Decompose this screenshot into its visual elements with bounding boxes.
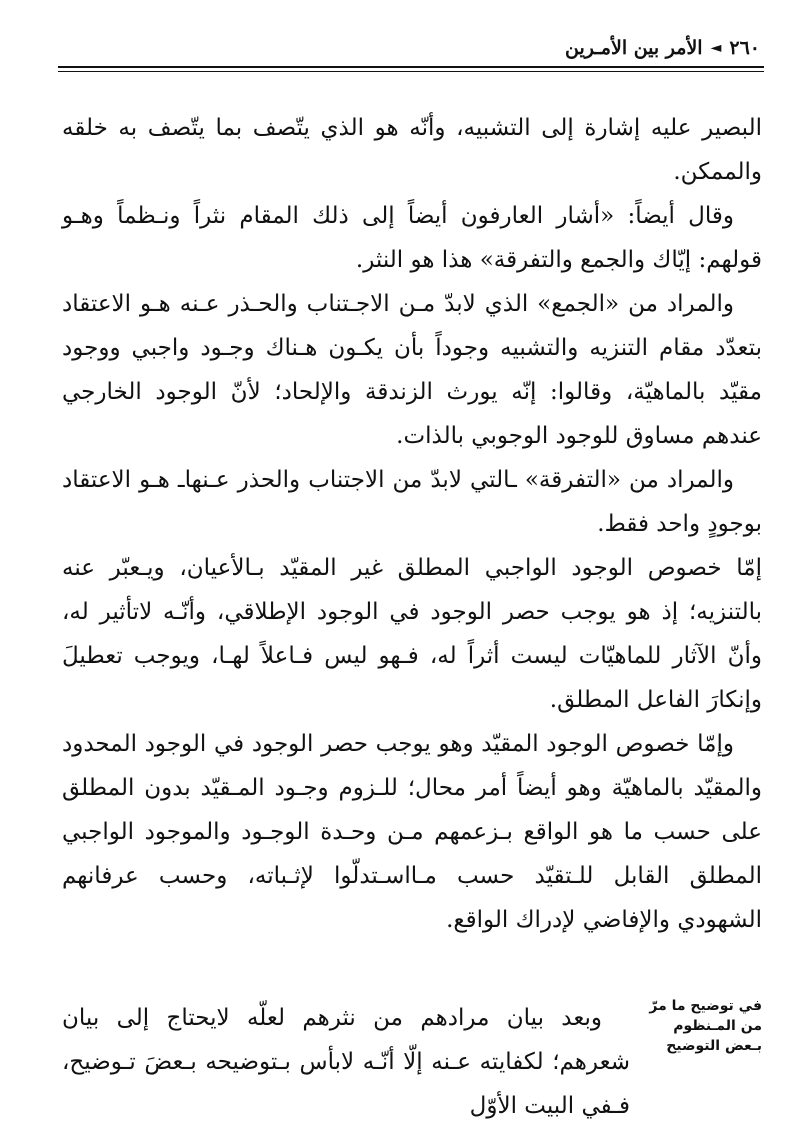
page-number: ٢٦٠ bbox=[729, 37, 760, 59]
header-rule-thin bbox=[58, 71, 764, 72]
paragraph-5: إمّا خصوص الوجود الواجبي المطلق غير المقيّد بـالأعيان، ويـعبّر عنه بالتنزيه؛ إذ هو يوجب حصر الوجود في الوجود الإطلاقي، وأنّـه لاتأثير له، وأنّ الآثار للماهيّات ليست أثراً له، فـهو ليس فـاعلاً لهـا، ويوجب تعطيلَ وإنكارَ الفاعل المطلق. bbox=[62, 555, 762, 713]
body-text bbox=[62, 106, 762, 942]
paragraph-1: البصير عليه إشارة إلى التشبيه، وأنّه هو الذي يتّصف بما يتّصف به خلقه والممكن. bbox=[62, 115, 762, 185]
paragraph-7: وبعد بيان مرادهم من نثرهم لعلّه لايحتاج إلى بيان شعرهم؛ لكفايته عـنه إلّا أنّـه لابأس بـتوضيحه بـعضَ تـوضيح، فـفي البيت الأوّل bbox=[62, 1005, 630, 1119]
page-header bbox=[60, 34, 760, 62]
paragraph-6: وإمّا خصوص الوجود المقيّد وهو يوجب حصر الوجود في الوجود المحدود والمقيّد بالماهيّة وهو أيضاً أمر محال؛ للـزوم وجـود المـقيّد بدون المطلق على حسب ما هو الواقع بـزعمهم مـن وحـدة الوجـود والموجود الواجبي المطلق القابل للـتقيّد حسب مـااسـتدلّوا لإثـباته، وحسب عرفانهم الشهودي والإفاضي لإدراك الواقع. bbox=[62, 731, 762, 933]
paragraph-4: والمراد من «التفرقة» ـالتي لابدّ من الاجتناب والحذر عـنهاـ هـو الاعتقاد بوجودٍ واحد فقط. bbox=[62, 467, 762, 537]
header-rule bbox=[58, 66, 764, 68]
running-title: الأمر بين الأمـرين bbox=[565, 37, 703, 59]
triangle-marker-icon: ◄ bbox=[710, 40, 722, 56]
paragraph-2: وقال أيضاً: «أشار العارفون أيضاً إلى ذلك المقام نثراً ونـظماً وهـو قولهم: إيّاك والجمع والتفرقة» هذا هو النثر. bbox=[62, 203, 762, 273]
paragraph-3: والمراد من «الجمع» الذي لابدّ مـن الاجـتناب والحـذر عـنه هـو الاعتقاد بتعدّد مقام التنزيه والتشبيه وجوداً بأن يكـون هـناك وجـود واجبي ووجود مقيّد بالماهيّة، وقالوا: إنّه يورث الزندقة والإلحاد؛ لأنّ الوجود الخارجي عندهم مساوق للوجود الوجوبي بالذات. bbox=[62, 291, 762, 449]
final-paragraph-block bbox=[62, 996, 630, 1128]
margin-note: في توضيح ما مرّ من المـنظوم بـعض التوضيح bbox=[649, 998, 762, 1054]
